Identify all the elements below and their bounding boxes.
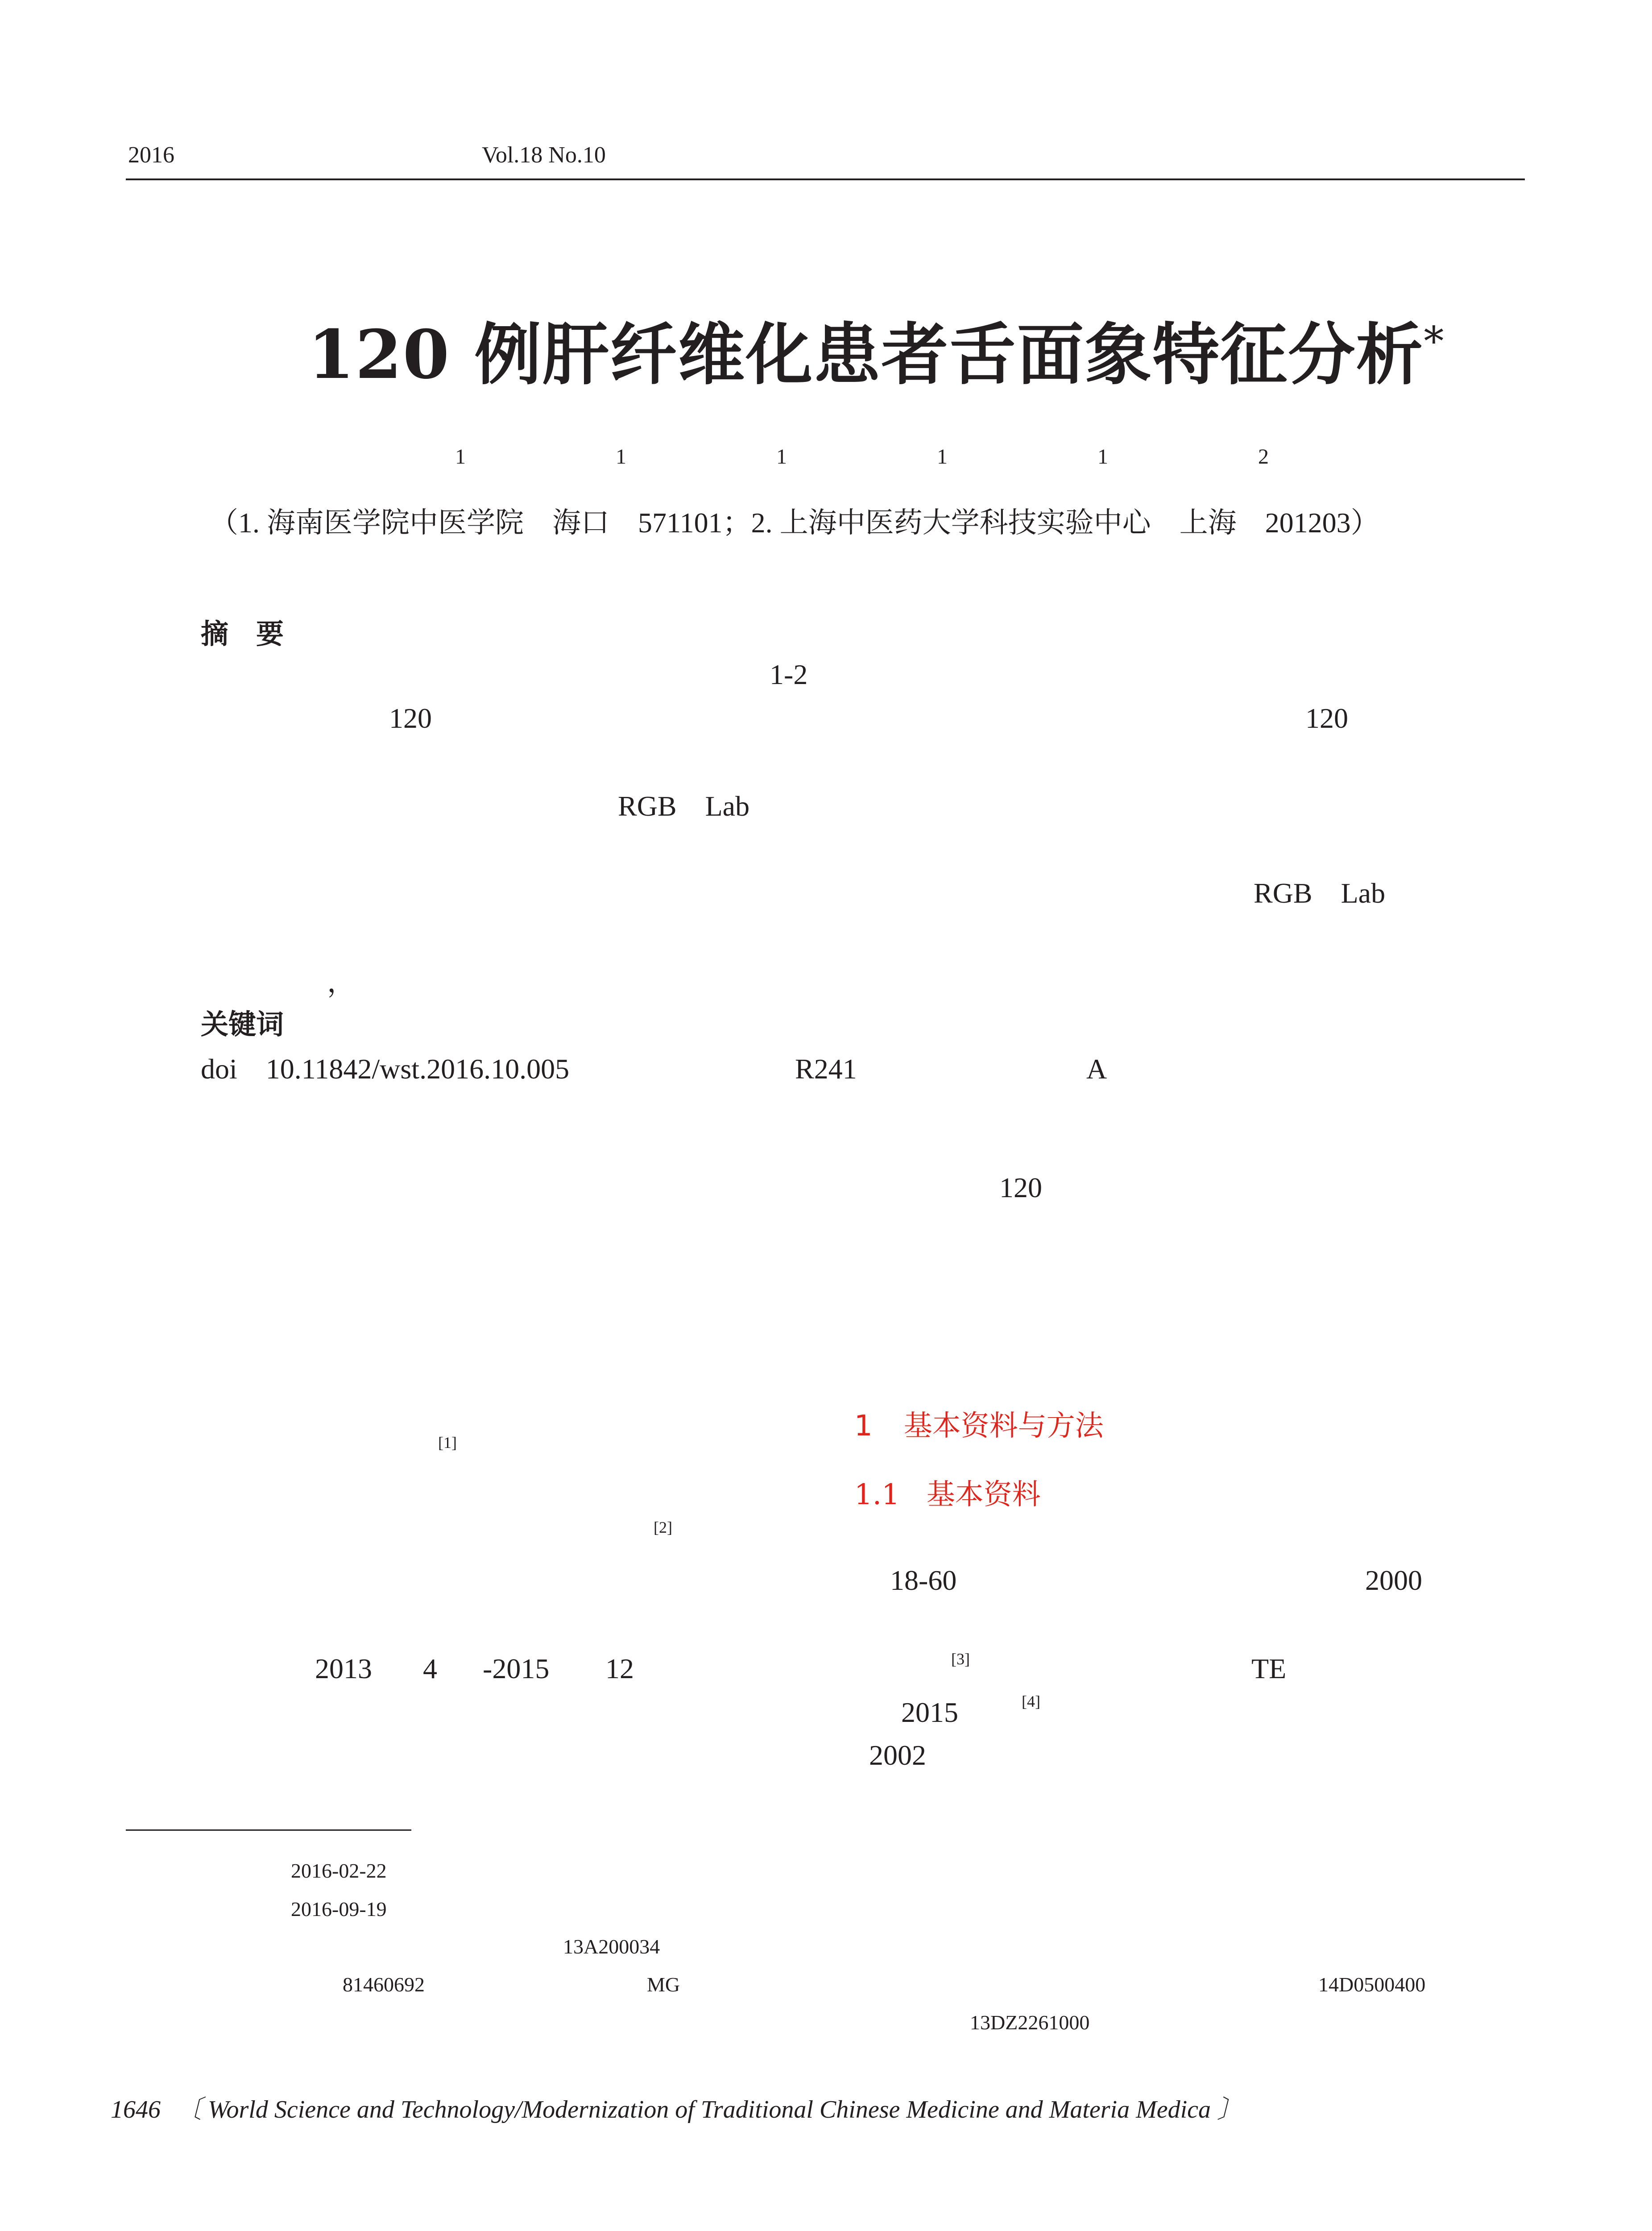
section-fragment: 18-60 <box>890 1564 957 1596</box>
abstract-fragment: 120 <box>389 702 432 734</box>
intro-fragment: 12 <box>605 1653 634 1684</box>
section-fragment: 2015 <box>901 1696 958 1728</box>
keywords-label: 关键词 <box>201 1008 284 1041</box>
abstract-fragment: RGB Lab <box>618 790 750 822</box>
subsection-number: 1.1 <box>854 1478 900 1511</box>
article-title-text: 120 例肝纤维化患者舌面象特征分析 <box>308 315 1424 394</box>
citation-ref: [4] <box>1022 1692 1040 1710</box>
journal-name: 〔 World Science and Technology/Modernization of Traditional Chinese Medicine and Materia Medica 〕 <box>177 2096 1242 2123</box>
section-number: 1 <box>854 1410 873 1443</box>
footnote-revised-date: 2016-09-19 <box>291 1898 387 1920</box>
clc-number: R241 <box>795 1053 857 1085</box>
section-fragment: TE <box>1251 1653 1287 1684</box>
footer <box>111 2097 1242 2122</box>
author-marker-5: 1 <box>1097 445 1108 469</box>
author-marker-2: 1 <box>616 445 626 469</box>
footnote-rule <box>126 1829 411 1831</box>
abstract-fragment: 1-2 <box>770 659 808 690</box>
author-marker-3: 1 <box>776 445 787 469</box>
author-marker-1: 1 <box>455 445 466 469</box>
intro-fragment: -2015 <box>483 1653 550 1684</box>
abstract-label: 摘 要 <box>201 618 284 650</box>
section-heading <box>854 1410 1104 1443</box>
section-title: 基本资料与方法 <box>903 1410 1104 1443</box>
affiliation: （1. 海南医学院中医学院 海口 571101；2. 上海中医药大学科技实验中心 上海 201203） <box>210 507 1379 539</box>
header-year: 2016 <box>128 142 174 168</box>
citation-ref: [1] <box>438 1434 457 1451</box>
author-marker-6: 2 <box>1258 445 1269 469</box>
abstract-fragment: ， <box>327 966 356 998</box>
subsection-heading <box>854 1480 1041 1509</box>
abstract-fragment: 120 <box>1305 702 1348 734</box>
intro-fragment: 2013 <box>315 1653 372 1684</box>
subsection-title: 基本资料 <box>926 1478 1041 1511</box>
header-rule <box>126 178 1525 180</box>
footnote-grant: 13DZ2261000 <box>970 2011 1090 2034</box>
footnote-grant: 81460692 <box>343 1973 425 1996</box>
footnote-grant: 14D0500400 <box>1318 1973 1426 1996</box>
section-fragment: 2000 <box>1365 1564 1422 1596</box>
page-number: 1646 <box>111 2096 161 2123</box>
funding-mark: * <box>1424 318 1445 365</box>
doi: doi 10.11842/wst.2016.10.005 <box>201 1053 570 1085</box>
citation-ref: [2] <box>654 1518 672 1536</box>
intro-fragment: 120 <box>999 1172 1042 1203</box>
footnote-grant: 13A200034 <box>563 1935 660 1958</box>
header-volume: Vol.18 No.10 <box>482 142 606 168</box>
document-code: A <box>1086 1053 1107 1085</box>
citation-ref: [3] <box>951 1650 970 1668</box>
footnote-grant: MG <box>647 1973 680 1996</box>
article-title <box>308 315 1445 394</box>
footnote-received-date: 2016-02-22 <box>291 1859 387 1882</box>
abstract-fragment: RGB Lab <box>1254 877 1386 909</box>
section-fragment: 2002 <box>869 1739 926 1771</box>
author-marker-4: 1 <box>937 445 948 469</box>
intro-fragment: 4 <box>423 1653 437 1684</box>
